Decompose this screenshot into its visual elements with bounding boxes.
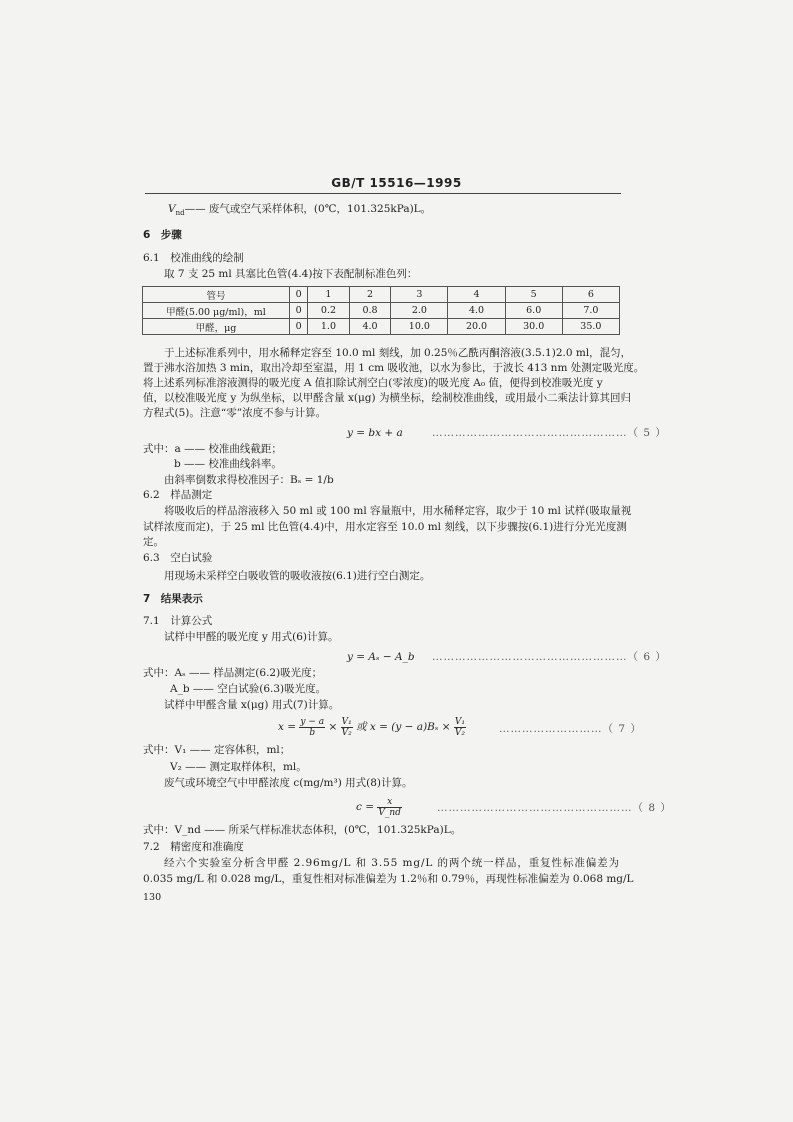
vnd-definition-text: —— 废气或空气采样体积，(0℃，101.325kPa)L。 (184, 203, 432, 215)
paragraph-line: 0.035 mg/L 和 0.028 mg/L，重复性相对标准偏差为 1.2％和 0.79％，再现性标准偏差为 0.068 mg/L (143, 873, 634, 885)
calibration-factor: 由斜率倒数求得校准因子：Bₛ = 1/b (164, 474, 334, 486)
section-7-2-title: 7.2 精密度和准确度 (143, 841, 244, 853)
table-row (143, 319, 620, 335)
table-row-label: 甲醛(5.00 μg/ml)，ml (143, 303, 290, 319)
paragraph-line: 于上述标准系列中，用水稀释定容至 10.0 ml 刻线，加 0.25％乙酰丙酮溶液(3.5.1)2.0 ml，混匀， (164, 347, 632, 359)
eq7-num2: V₁ (341, 716, 352, 727)
table-cell: 35.0 (562, 319, 619, 335)
equation-7-number: ………………………（ 7 ） (499, 723, 642, 735)
paragraph-line: 方程式(5)。注意“零”浓度不参与计算。 (143, 407, 327, 419)
paragraph-line: 将上述系列标准溶液测得的吸光度 A 值扣除试剂空白(零浓度)的吸光度 A₀ 值，便得到校准吸光度 y (143, 377, 603, 389)
paragraph-line: 值，以校准吸光度 y 为纵坐标，以甲醛含量 x(μg) 为横坐标，绘制校准曲线，或用最小二乘法计算其回归 (143, 392, 631, 404)
table-cell: 0 (290, 319, 308, 335)
section-7-title: 7 结果表示 (143, 593, 203, 605)
eq7-fraction-3 (454, 717, 466, 738)
standard-series-table (142, 286, 620, 335)
eq8-fraction (377, 797, 402, 818)
vnd-symbol: V (168, 203, 176, 215)
vnd-subscript: nd (175, 209, 185, 218)
eq7-where-v1: 式中：V₁ —— 定容体积，ml； (143, 744, 291, 756)
equation-5-number: ……………………………………………（ 5 ） (432, 427, 667, 439)
table-cell: 4 (448, 287, 505, 303)
page-number: 130 (143, 892, 162, 903)
table-cell: 10.0 (391, 319, 448, 335)
table-cell: 1.0 (308, 319, 350, 335)
table-cell: 30.0 (505, 319, 562, 335)
section-6-2-title: 6.2 样品测定 (143, 489, 213, 501)
table-cell: 1 (308, 287, 350, 303)
table-cell: 0.8 (349, 303, 391, 319)
table-cell: 2.0 (391, 303, 448, 319)
section-6-1-intro: 取 7 支 25 ml 具塞比色管(4.4)按下表配制标准色列： (164, 268, 418, 280)
section-6-3-title: 6.3 空白试验 (143, 552, 213, 564)
eq7-or: 或 x = (y − a)Bₛ × (356, 721, 451, 733)
equation-6-formula: y = Aₛ − A_b (347, 651, 415, 663)
vnd-definition (168, 202, 431, 220)
header-rule (145, 193, 621, 194)
eq7-num3: V₁ (454, 716, 466, 727)
table-cell: 6.0 (505, 303, 562, 319)
equation-6 (347, 650, 415, 664)
eq8-lhs: c = (356, 801, 375, 813)
table-cell: 5 (505, 287, 562, 303)
eq6-where-ab: A_b —— 空白试验(6.3)吸光度。 (170, 683, 327, 695)
table-row-label: 甲醛，μg (143, 319, 290, 335)
eq8-num: x (377, 797, 402, 808)
paragraph-line: 试样浓度而定)，于 25 ml 比色管(4.4)中，用水定容至 10.0 ml 刻线，以下步骤按(6.1)进行分光光度测 (143, 521, 627, 533)
table-header-row (143, 287, 620, 303)
table-cell: 0.2 (308, 303, 350, 319)
eq7-den2: V₂ (341, 727, 352, 738)
table-cell: 7.0 (562, 303, 619, 319)
equation-6-number: ……………………………………………（ 6 ） (432, 651, 667, 663)
paragraph-line: 经六个实验室分析含甲醛 2.96mg/L 和 3.55 mg/L 的两个统一样品，重复性标准偏差为 (164, 857, 620, 869)
section-6-1-title: 6.1 校准曲线的绘制 (143, 252, 244, 264)
section-7-1-title: 7.1 计算公式 (143, 615, 213, 627)
eq5-where-a: 式中：a —— 校准曲线截距； (143, 443, 282, 455)
paragraph-line: 定。 (143, 536, 164, 548)
table-header-label: 管号 (143, 287, 290, 303)
table-cell: 6 (562, 287, 619, 303)
table-cell: 0 (290, 287, 308, 303)
eq7-fraction-1 (299, 717, 325, 738)
equation-8-number: ……………………………………………（ 8 ） (437, 802, 672, 814)
table-cell: 4.0 (448, 303, 505, 319)
equation-5 (347, 426, 403, 440)
paragraph-line: 将吸收后的样品溶液移入 50 ml 或 100 ml 容量瓶中，用水稀释定容，取少于 10 ml 试样(吸取量视 (164, 505, 632, 517)
eq7-times: × (328, 721, 338, 733)
table-cell: 3 (391, 287, 448, 303)
page-header: GB/T 15516—1995 (331, 176, 462, 190)
table-cell: 4.0 (349, 319, 391, 335)
paragraph-line: 用现场未采样空白吸收管的吸收液按(6.1)进行空白测定。 (164, 570, 431, 582)
eq7-num1: y − a (300, 716, 325, 727)
table-row (143, 303, 620, 319)
equation-5-formula: y = bx + a (347, 427, 403, 439)
table-cell: 0 (290, 303, 308, 319)
eq7-lhs: x = (278, 721, 297, 733)
table-cell: 20.0 (448, 319, 505, 335)
eq5-where-b: b —— 校准曲线斜率。 (174, 458, 282, 470)
eq7-where-v2: V₂ —— 测定取样体积，ml。 (170, 761, 307, 773)
table-cell: 2 (349, 287, 391, 303)
eq8-where: 式中：V_nd —— 所采气样标准状态体积，(0℃，101.325kPa)L。 (143, 824, 462, 836)
paragraph-line: 试样中甲醛的吸光度 y 用式(6)计算。 (164, 631, 339, 643)
eq7-fraction-2 (341, 717, 353, 738)
section-6-title: 6 步骤 (143, 229, 182, 241)
equation-7 (278, 715, 466, 739)
eq7-den3: V₂ (454, 727, 466, 738)
eq8-intro: 废气或环境空气中甲醛浓度 c(mg/m³) 用式(8)计算。 (164, 777, 413, 789)
equation-8 (356, 795, 402, 819)
eq6-where-as: 式中：Aₛ —— 样品测定(6.2)吸光度； (143, 667, 323, 679)
eq7-den1: b (309, 727, 316, 738)
paragraph-line: 置于沸水浴加热 3 min，取出冷却至室温，用 1 cm 吸收池，以水为参比，于波长 413 nm 处测定吸光度。 (143, 362, 645, 374)
eq7-intro: 试样中甲醛含量 x(μg) 用式(7)计算。 (164, 699, 340, 711)
eq8-den: V_nd (378, 807, 401, 818)
